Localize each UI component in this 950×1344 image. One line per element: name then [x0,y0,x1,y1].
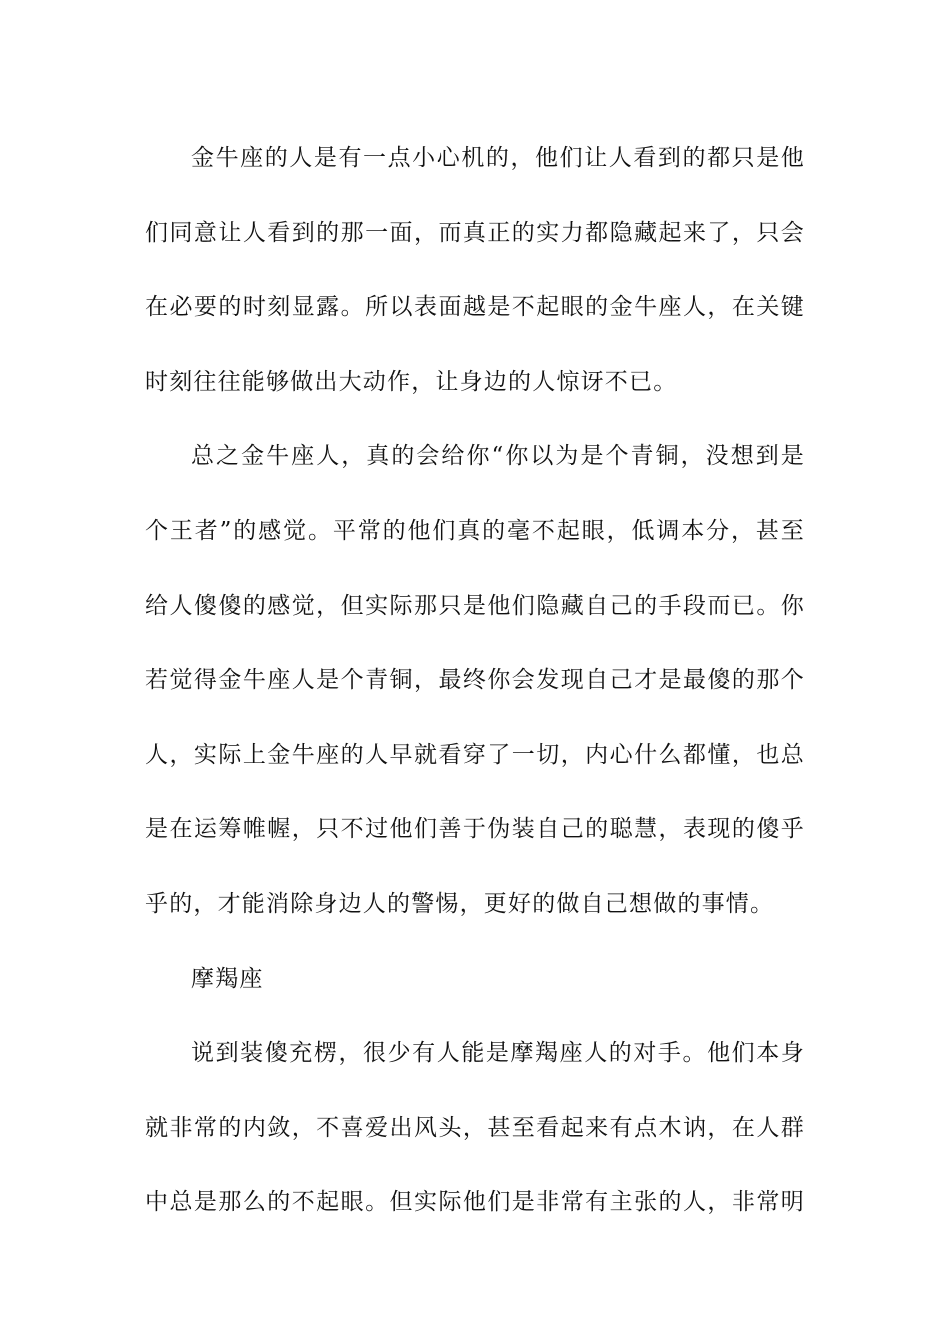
paragraph-taurus-hidden-strength [145,121,805,419]
text-line: 乎的，才能消除身边人的警惕，更好的做自己想做的事情。 [145,890,775,917]
paragraph-capricorn-intro [145,1016,805,1240]
text-line: 说到装傻充楞，很少有人能是摩羯座人的对手。他们本身 [191,1040,805,1067]
section-heading-capricorn [145,942,805,1017]
text-line: 们同意让人看到的那一面，而真正的实力都隐藏起来了，只会 [145,219,805,246]
text-line: 个王者”的感觉。平常的他们真的毫不起眼，低调本分，甚至 [145,517,805,544]
text-line: 金牛座的人是有一点小心机的，他们让人看到的都只是他 [191,145,805,171]
text-line: 时刻往往能够做出大动作，让身边的人惊讶不已。 [145,368,678,395]
text-line: 人，实际上金牛座的人早就看穿了一切，内心什么都懂，也总 [145,741,805,768]
section-heading: 摩羯座 [191,965,264,992]
text-line: 在必要的时刻显露。所以表面越是不起眼的金牛座人，在关键 [145,294,805,321]
text-line: 就非常的内敛，不喜爱出风头，甚至看起来有点木讷，在人群 [145,1114,805,1141]
text-line: 总之金牛座人，真的会给你“你以为是个青铜，没想到是 [191,443,805,470]
text-line: 是在运筹帷幄，只不过他们善于伪装自己的聪慧，表现的傻乎 [145,816,805,843]
text-line: 若觉得金牛座人是个青铜，最终你会发现自己才是最傻的那个 [145,667,805,694]
text-line: 给人傻傻的感觉，但实际那只是他们隐藏自己的手段而已。你 [145,592,805,619]
paragraph-taurus-summary [145,419,805,941]
document-body [145,121,805,1240]
text-line: 中总是那么的不起眼。但实际他们是非常有主张的人，非常明 [145,1189,805,1216]
